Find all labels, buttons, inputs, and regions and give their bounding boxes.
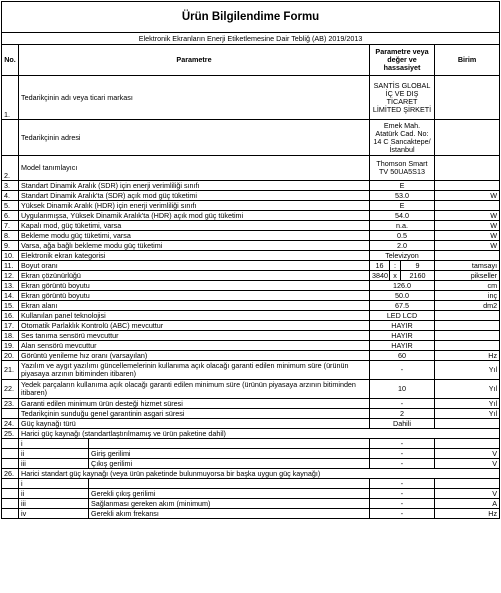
row-parameter: Tedarikçinin adresi <box>19 120 370 156</box>
header-unit: Birim <box>435 45 500 76</box>
item-parameter: Sağlanması gereken akım (minimum) <box>89 499 370 509</box>
row-unit <box>435 331 500 341</box>
row-parameter: Model tanımlayıcı <box>19 156 370 181</box>
row-unit: dm2 <box>435 301 500 311</box>
row-no: 5. <box>2 201 19 211</box>
row-no: 23. <box>2 399 19 409</box>
item-parameter: Çıkış gerilimi <box>89 459 370 469</box>
row-no: 22. <box>2 380 19 399</box>
row-unit: W <box>435 221 500 231</box>
row-unit: W <box>435 241 500 251</box>
row-parameter: Yüksek Dinamik Aralık (HDR) için enerji verimliliği sınıfı <box>19 201 370 211</box>
item-roman: iii <box>19 459 89 469</box>
row-unit: Hz <box>435 351 500 361</box>
row-no: 13. <box>2 281 19 291</box>
row-unit <box>435 419 500 429</box>
row-parameter: Kullanılan panel teknolojisi <box>19 311 370 321</box>
table-row <box>2 181 500 191</box>
item-unit <box>435 479 500 489</box>
header-no: No. <box>2 45 19 76</box>
table-row <box>2 221 500 231</box>
table-row <box>2 271 500 281</box>
row-unit: cm <box>435 281 500 291</box>
item-roman: ii <box>19 489 89 499</box>
psu-item-row <box>2 479 500 489</box>
row-parameter: Garanti edilen minimum ürün desteği hizmet süresi <box>19 399 370 409</box>
row-unit: Yıl <box>435 380 500 399</box>
section-no: 25. <box>2 429 19 439</box>
row-no: 16. <box>2 311 19 321</box>
form-title: Ürün Bilgilendime Formu <box>2 2 500 33</box>
row-parameter: Ses tanıma sensörü mevcuttur <box>19 331 370 341</box>
table-row <box>2 211 500 221</box>
row-parameter: Boyut oranı <box>19 261 370 271</box>
psu-item-row <box>2 439 500 449</box>
row-value: - <box>370 361 435 380</box>
row-parameter: Kapalı mod, güç tüketimi, varsa <box>19 221 370 231</box>
row-unit: inç <box>435 291 500 301</box>
row-unit <box>435 156 500 181</box>
row-value: Thomson Smart TV 50UA5S13 <box>370 156 435 181</box>
row-no: 10. <box>2 251 19 261</box>
table-row <box>2 380 500 399</box>
item-parameter <box>89 479 370 489</box>
item-parameter: Gerekli akım frekansı <box>89 509 370 519</box>
table-row <box>2 156 500 181</box>
row-parameter: Uygulanmışsa, Yüksek Dinamik Aralık'ta (HDR) açık mod güç tüketimi <box>19 211 370 221</box>
row-no: 11. <box>2 261 19 271</box>
row-value: Televizyon <box>370 251 435 261</box>
row-unit <box>435 120 500 156</box>
item-unit: Hz <box>435 509 500 519</box>
row-unit: W <box>435 231 500 241</box>
psu-item-row <box>2 489 500 499</box>
row-parameter: Varsa, ağa bağlı bekleme modu güç tüketimi <box>19 241 370 251</box>
row-parameter: Standart Dinamik Aralık'ta (SDR) açık mod güç tüketimi <box>19 191 370 201</box>
row-value: Emek Mah. Atatürk Cad. No: 14 C Sancaktepe/İstanbul <box>370 120 435 156</box>
row-parameter: Standart Dinamik Aralık (SDR) için enerji verimliliği sınıfı <box>19 181 370 191</box>
row-unit <box>435 181 500 191</box>
psu-item-row <box>2 509 500 519</box>
row-value: E <box>370 181 435 191</box>
row-no: 24. <box>2 419 19 429</box>
table-row <box>2 361 500 380</box>
row-no: 12. <box>2 271 19 281</box>
row-value: 126.0 <box>370 281 435 291</box>
row-no: 7. <box>2 221 19 231</box>
row-no: 4. <box>2 191 19 201</box>
row-value: 10 <box>370 380 435 399</box>
row-value: 2.0 <box>370 241 435 251</box>
title-row <box>2 2 500 33</box>
row-value: SANTİS GLOBAL İÇ VE DIŞ TİCARET LİMİTED ŞİRKETİ <box>370 76 435 120</box>
empty-no-cell <box>2 509 19 519</box>
item-unit: V <box>435 459 500 469</box>
item-value: - <box>370 439 435 449</box>
table-row <box>2 201 500 211</box>
row-parameter: Otomatik Parlaklık Kontrolü (ABC) mevcuttur <box>19 321 370 331</box>
table-row <box>2 301 500 311</box>
row-no <box>2 120 19 156</box>
empty-no-cell <box>2 489 19 499</box>
row-value: 0.5 <box>370 231 435 241</box>
table-row <box>2 419 500 429</box>
row-value-sep: x <box>390 271 401 281</box>
row-value-b: 9 <box>401 261 435 271</box>
row-value: - <box>370 399 435 409</box>
row-unit <box>435 311 500 321</box>
table-row <box>2 251 500 261</box>
row-unit <box>435 76 500 120</box>
row-value: 67.5 <box>370 301 435 311</box>
psu-item-row <box>2 499 500 509</box>
row-value: n.a. <box>370 221 435 231</box>
row-no: 6. <box>2 211 19 221</box>
header-parameter: Parametre <box>19 45 370 76</box>
item-roman: iv <box>19 509 89 519</box>
row-unit: W <box>435 211 500 221</box>
row-unit: pikseller <box>435 271 500 281</box>
row-parameter: Ekran çözünürlüğü <box>19 271 370 281</box>
row-value: HAYIR <box>370 331 435 341</box>
row-parameter: Ekran alanı <box>19 301 370 311</box>
table-row <box>2 311 500 321</box>
item-roman: iii <box>19 499 89 509</box>
empty-no-cell <box>2 439 19 449</box>
row-unit: W <box>435 191 500 201</box>
row-value: 2 <box>370 409 435 419</box>
psu-item-row <box>2 449 500 459</box>
row-no: 19. <box>2 341 19 351</box>
row-parameter: Görüntü yenileme hız oranı (varsayılan) <box>19 351 370 361</box>
row-unit: Yıl <box>435 361 500 380</box>
row-value-sep: : <box>390 261 401 271</box>
item-value: - <box>370 509 435 519</box>
row-unit <box>435 321 500 331</box>
row-unit <box>435 251 500 261</box>
row-parameter: Yazılım ve aygıt yazılımı güncellemelerinin kullanıma açık olacağı garanti edilen minimum süre (ürünün piyasaya arzının bitiminden itibaren) <box>19 361 370 380</box>
header-row <box>2 45 500 76</box>
row-value: Dahili <box>370 419 435 429</box>
item-unit <box>435 439 500 449</box>
table-row <box>2 409 500 419</box>
row-unit: Yıl <box>435 409 500 419</box>
row-parameter: Ekran görüntü boyutu <box>19 281 370 291</box>
item-parameter: Giriş gerilimi <box>89 449 370 459</box>
row-unit: Yıl <box>435 399 500 409</box>
item-value: - <box>370 489 435 499</box>
row-no: 14. <box>2 291 19 301</box>
row-value: 53.0 <box>370 191 435 201</box>
row-no: 15. <box>2 301 19 311</box>
row-parameter: Tedarikçinin sunduğu genel garantinin asgari süresi <box>19 409 370 419</box>
empty-no-cell <box>2 499 19 509</box>
psu-section-header <box>2 429 500 439</box>
item-value: - <box>370 459 435 469</box>
section-title: Harici standart güç kaynağı (veya ürün paketinde bulunmuyorsa bir başka uygun güç kaynağı) <box>19 469 500 479</box>
table-row <box>2 351 500 361</box>
row-no: 18. <box>2 331 19 341</box>
item-roman: ii <box>19 449 89 459</box>
row-no: 21. <box>2 361 19 380</box>
row-value: LED LCD <box>370 311 435 321</box>
psu-item-row <box>2 459 500 469</box>
row-value-a: 16 <box>370 261 390 271</box>
item-unit: A <box>435 499 500 509</box>
table-row <box>2 191 500 201</box>
row-no: 3. <box>2 181 19 191</box>
section-title: Harici güç kaynağı (standartlaştırılmamış ve ürün paketine dahil) <box>19 429 500 439</box>
item-unit: V <box>435 489 500 499</box>
row-unit <box>435 201 500 211</box>
form-table <box>1 1 500 519</box>
table-row <box>2 321 500 331</box>
item-value: - <box>370 449 435 459</box>
empty-no-cell <box>2 459 19 469</box>
row-no <box>2 409 19 419</box>
row-parameter: Tedarikçinin adı veya ticari markası <box>19 76 370 120</box>
item-value: - <box>370 479 435 489</box>
row-value: HAYIR <box>370 341 435 351</box>
row-unit: tamsayı <box>435 261 500 271</box>
row-parameter: Ekran görüntü boyutu <box>19 291 370 301</box>
table-row <box>2 241 500 251</box>
item-value: - <box>370 499 435 509</box>
table-row <box>2 120 500 156</box>
empty-no-cell <box>2 479 19 489</box>
row-no: 8. <box>2 231 19 241</box>
header-value: Parametre veya değer ve hassasiyet <box>370 45 435 76</box>
psu-section-header <box>2 469 500 479</box>
item-parameter <box>89 439 370 449</box>
row-no: 1. <box>2 76 19 120</box>
row-value: 60 <box>370 351 435 361</box>
table-row <box>2 331 500 341</box>
row-parameter: Alan sensörü mevcuttur <box>19 341 370 351</box>
table-row <box>2 291 500 301</box>
table-row <box>2 231 500 241</box>
item-roman: i <box>19 479 89 489</box>
row-value: 50.0 <box>370 291 435 301</box>
row-value-a: 3840 <box>370 271 390 281</box>
item-roman: i <box>19 439 89 449</box>
row-parameter: Yedek parçaların kullanıma açık olacağı garanti edilen minimum süre (ürünün piyasaya arzının bitiminden itibaren) <box>19 380 370 399</box>
table-row <box>2 399 500 409</box>
row-parameter: Güç kaynağı türü <box>19 419 370 429</box>
item-parameter: Gerekli çıkış gerilimi <box>89 489 370 499</box>
row-value: 54.0 <box>370 211 435 221</box>
row-no: 20. <box>2 351 19 361</box>
row-parameter: Elektronik ekran kategorisi <box>19 251 370 261</box>
row-parameter: Bekleme modu güç tüketimi, varsa <box>19 231 370 241</box>
empty-no-cell <box>2 449 19 459</box>
row-no: 17. <box>2 321 19 331</box>
subtitle-row <box>2 33 500 45</box>
row-no: 9. <box>2 241 19 251</box>
table-row <box>2 341 500 351</box>
table-row <box>2 76 500 120</box>
product-info-form <box>1 1 500 591</box>
table-row <box>2 281 500 291</box>
row-unit <box>435 341 500 351</box>
row-value: HAYIR <box>370 321 435 331</box>
form-subtitle: Elektronik Ekranların Enerji Etiketlemesine Dair Tebliğ (AB) 2019/2013 <box>2 33 500 45</box>
row-no: 2. <box>2 156 19 181</box>
item-unit: V <box>435 449 500 459</box>
table-row <box>2 261 500 271</box>
row-value: E <box>370 201 435 211</box>
section-no: 26. <box>2 469 19 479</box>
row-value-b: 2160 <box>401 271 435 281</box>
